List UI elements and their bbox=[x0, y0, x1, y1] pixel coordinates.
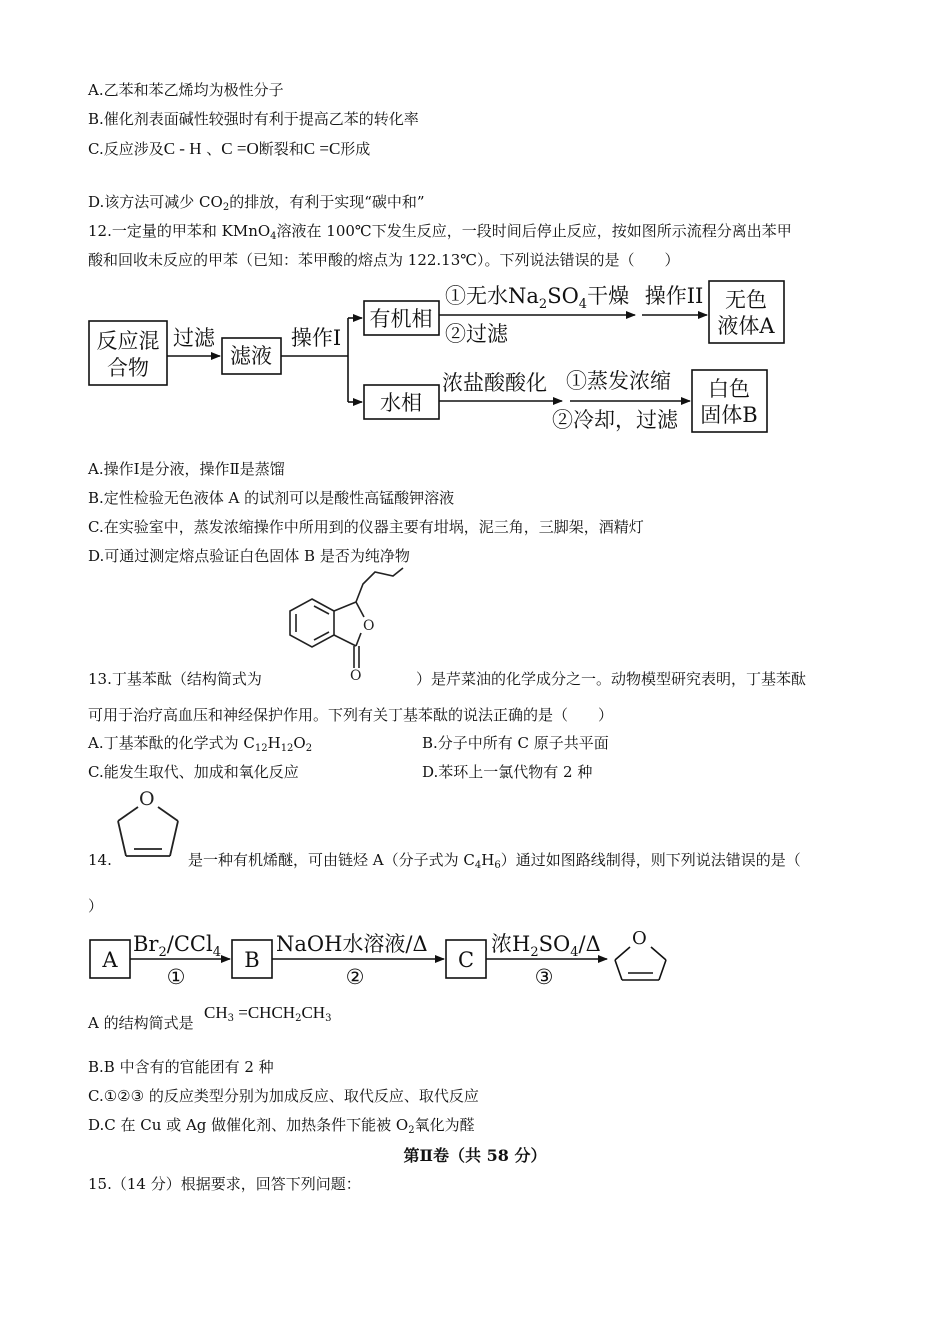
q13-option-c: C.能发生取代、加成和氧化反应 bbox=[88, 763, 299, 781]
q13-option-b: B.分子中所有 C 原子共平面 bbox=[422, 734, 609, 752]
dihydrofuran-oxygen: O bbox=[139, 788, 155, 810]
flow-solid-b-line2: 固体B bbox=[700, 403, 758, 427]
q13-stem-line1: 13.丁基苯酞（结构简式为 bbox=[88, 670, 262, 688]
flow-cool-step: ②冷却，过滤 bbox=[552, 408, 678, 432]
q14-number: 14. bbox=[88, 851, 112, 869]
route-reagent2: NaOH水溶液/Δ bbox=[276, 932, 428, 956]
flow-mixture-line1: 反应混 bbox=[96, 329, 160, 353]
q13-option-a: A.丁基苯酞的化学式为 $C_{12}H_{12}O_2$ bbox=[88, 734, 313, 754]
flow-liquid-a-line2: 液体A bbox=[717, 314, 775, 338]
q11-option-b: B.催化剂表面碱性较强时有利于提高乙苯的转化率 bbox=[88, 110, 419, 128]
q13-stem-line1-cont: ）是芹菜油的化学成分之一。动物模型研究表明，丁基苯酞 bbox=[416, 670, 807, 688]
flow-acidify-step: 浓盐酸酸化 bbox=[442, 371, 547, 395]
flow-organic: 有机相 bbox=[369, 307, 433, 331]
flow-solid-b-line1: 白色 bbox=[708, 377, 750, 401]
q12-option-c: C.在实验室中，蒸发浓缩操作中所用到的仪器主要有坩埚，泥三角，三脚架，酒精灯 bbox=[88, 518, 644, 536]
q14-option-c: C.①②③ 的反应类型分别为加成反应、取代反应、取代反应 bbox=[88, 1087, 479, 1105]
flow-op1-label: 操作I bbox=[290, 326, 342, 350]
q12-option-b: B.定性检验无色液体 A 的试剂可以是酸性高锰酸钾溶液 bbox=[88, 489, 455, 507]
flow-liquid-a-line1: 无色 bbox=[725, 288, 767, 312]
route-product-oxygen: O bbox=[632, 928, 647, 949]
structure-carbonyl-oxygen: O bbox=[350, 668, 362, 684]
route-c-label: C bbox=[457, 948, 475, 972]
q14-option-b: B.B 中含有的官能团有 2 种 bbox=[88, 1058, 274, 1076]
flow-aqueous: 水相 bbox=[380, 391, 422, 415]
route-b-label: B bbox=[244, 948, 260, 972]
route-reagent1: $Br_2/CCl_4$ bbox=[133, 932, 221, 960]
cc-bond: C =C bbox=[303, 139, 341, 158]
flow-mixture-line2: 合物 bbox=[107, 356, 149, 380]
flow-op2-label: 操作II bbox=[644, 284, 704, 308]
q14-stem-line1: 是一种有机烯醚，可由链烃 A（分子式为 $C_4H_6$）通过如图路线制得，则下列说法错误的是（ bbox=[188, 851, 801, 871]
route-a-label: A bbox=[102, 948, 118, 972]
flow-filter2-step: ②过滤 bbox=[445, 322, 508, 346]
q14-option-d: D.C 在 Cu 或 Ag 做催化剂、加热条件下能被 $O_2$氧化为醛 bbox=[88, 1116, 475, 1136]
co-bond: C =O bbox=[221, 139, 259, 158]
flow-evap-step: ①蒸发浓缩 bbox=[566, 369, 671, 393]
route-step1: ① bbox=[166, 965, 186, 989]
q14-option-a: A 的结构简式是 bbox=[88, 1014, 194, 1032]
butylphthalide-structure bbox=[268, 566, 418, 686]
ch-bond: C - H bbox=[163, 139, 202, 158]
dihydrofuran-structure bbox=[104, 786, 194, 866]
route-step3: ③ bbox=[534, 965, 554, 989]
structure-ring-oxygen: O bbox=[363, 618, 375, 634]
q12-option-d: D.可通过测定熔点验证白色固体 B 是否为纯净物 bbox=[88, 547, 410, 565]
route-reagent3: 浓$H_2SO_4/\Delta$ bbox=[491, 932, 601, 960]
q11-option-c: C.反应涉及C - H 、C =O断裂和C =C形成 bbox=[88, 139, 371, 158]
q14-route bbox=[80, 918, 680, 990]
flow-filtrate: 滤液 bbox=[230, 344, 272, 368]
q11-option-a: A.乙苯和苯乙烯均为极性分子 bbox=[88, 81, 284, 99]
flow-filter-label: 过滤 bbox=[173, 326, 215, 350]
q14-option-a-formula: $CH_3$ $=CHCH_2CH_3$ bbox=[204, 1003, 332, 1024]
q13-stem-line2: 可用于治疗高血压和神经保护作用。下列有关丁基苯酞的说法正确的是（ ） bbox=[88, 706, 614, 724]
flow-dry-step: ①无水$Na_2SO_4$干燥 bbox=[445, 284, 630, 312]
q13-option-d: D.苯环上一氯代物有 2 种 bbox=[422, 763, 593, 781]
q12-flowchart bbox=[80, 274, 800, 444]
q14-stem-line2: ） bbox=[88, 897, 104, 915]
q15-stem: 15.（14 分）根据要求，回答下列问题： bbox=[88, 1175, 361, 1193]
q12-option-a: A.操作Ⅰ是分液，操作Ⅱ是蒸馏 bbox=[88, 460, 285, 478]
route-step2: ② bbox=[345, 965, 365, 989]
q12-stem-line1: 12.一定量的甲苯和 KMnO$_4$溶液在 100℃下发生反应，一段时间后停止反应，按如图所示流程分离出苯甲 bbox=[88, 222, 792, 242]
section-title: 第Ⅱ卷（共 58 分） bbox=[403, 1146, 547, 1165]
q11-option-d: D.该方法可减少 $CO_2$的排放，有利于实现“碳中和” bbox=[88, 193, 425, 213]
q12-stem-line2: 酸和回收未反应的甲苯（已知：苯甲酸的熔点为 122.13℃）。下列说法错误的是（ ） bbox=[88, 251, 680, 269]
